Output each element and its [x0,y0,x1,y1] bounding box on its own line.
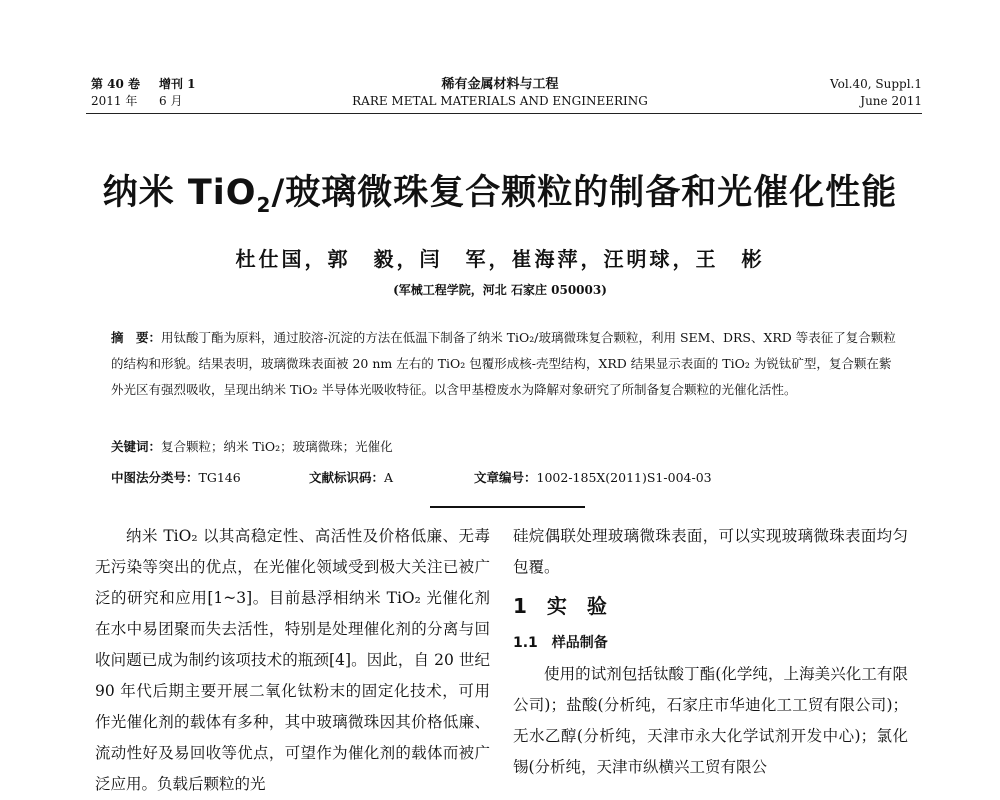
year-cn: 2011 年 [91,94,138,108]
article-number-label: 文章编号： [474,470,537,485]
clc-label: 中图法分类号： [111,470,199,485]
body-left-column [95,521,490,800]
volume-en: Vol.40, Suppl.1 [830,77,922,91]
article-title [0,165,1000,217]
affiliation: (军械工程学院，河北 石家庄 050003) [393,283,607,297]
right-paragraph-2: 使用的试剂包括钛酸丁酯(化学纯，上海美兴化工有限公司)；盐酸(分析纯，石家庄市华迪化工工贸有限公司)；无水乙醇(分析纯，天津市永大化学试剂开发中心)；氯化锡(分析纯，天津市纵横兴工贸有限公 [513,665,908,776]
month-cn: 6 月 [159,94,183,108]
header-rule [86,113,922,114]
header-issue-block [830,76,922,110]
title-part-1: 纳米 TiO [102,173,257,213]
subsection-heading-1-1: 1.1 样品制备 [513,635,608,651]
abstract-label: 摘 要： [111,330,162,345]
body-right-column [513,521,908,783]
keywords [111,437,393,455]
supplement-cn: 增刊 1 [159,77,196,91]
intro-paragraph: 纳米 TiO₂ 以其高稳定性、高活性及价格低廉、无毒无污染等突出的优点，在光催化领域受到极大关注已被广泛的研究和应用[1~3]。目前悬浮相纳米 TiO₂ 光催化剂在水中易团聚而失去活性，特别是处理催化剂的分离与回收问题已成为制约该项技术的瓶颈[4]。因此，自 20 世纪 90 年代后期主要开展二氧化钛粉末的固定化技术，可用作光催化剂的载体有多种，其中玻璃微珠因其价格低廉、流动性好及易回收等优点，可望作为催化剂的载体而被广泛应用。负载后颗粒的光 [95,527,490,793]
doc-code-label: 文献标识码： [309,470,385,485]
right-paragraph-1: 硅烷偶联处理玻璃微珠表面，可以实现玻璃微珠表面均匀包覆。 [513,527,908,576]
section-heading-1: 1 实 验 [513,594,607,618]
keywords-text: 复合颗粒；纳米 TiO₂；玻璃微珠；光催化 [161,439,393,454]
journal-title-en: RARE METAL MATERIALS AND ENGINEERING [352,94,648,108]
classification-line [111,468,911,486]
section-divider [430,506,585,508]
keywords-label: 关键词： [111,439,162,454]
clc-value: TG146 [198,470,241,485]
abstract-text: 用钛酸丁酯为原料，通过胶溶-沉淀的方法在低温下制备了纳米 TiO₂/玻璃微珠复合颗粒，利用 SEM、DRS、XRD 等表征了复合颗粒的结构和形貌。结果表明，玻璃微珠表面被 20 nm 左右的 TiO₂ 包覆形成核-壳型结构，XRD 结果显示表面的 TiO₂ 为锐钛矿型，复合颗在紫外光区有强烈吸收，呈现出纳米 TiO₂ 半导体光吸收特征。以含甲基橙废水为降解对象研究了所制备复合颗粒的光催化活性。 [111,330,896,397]
authors: 杜仕国，郭 毅，闫 军，崔海萍，汪明球，王 彬 [235,247,765,271]
title-part-2: /玻璃微珠复合颗粒的制备和光催化性能 [271,173,898,213]
journal-title-cn: 稀有金属材料与工程 [441,77,559,92]
doc-code-value: A [384,470,394,485]
article-number-value: 1002-185X(2011)S1-004-03 [536,470,712,485]
volume-cn: 第 40 卷 [91,77,141,91]
title-subscript: 2 [256,193,272,217]
abstract [111,325,901,403]
date-en: June 2011 [860,94,922,108]
